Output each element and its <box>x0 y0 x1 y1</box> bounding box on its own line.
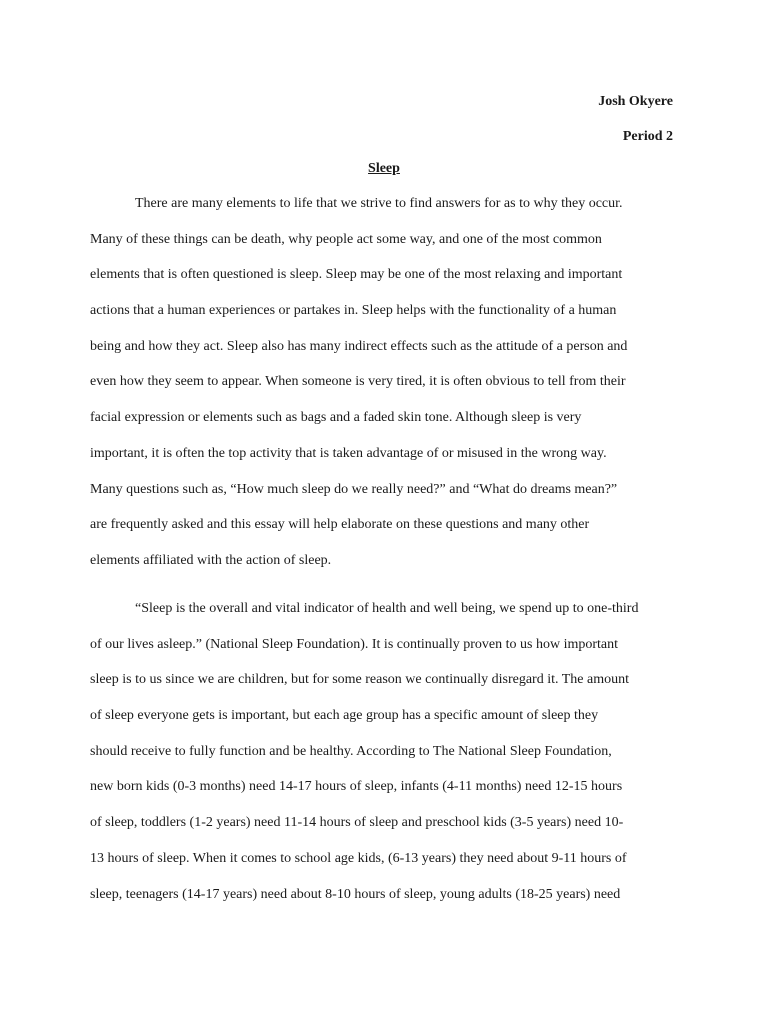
text-line: should receive to fully function and be healthy. According to The National Sleep Foundation, <box>90 743 612 759</box>
text-line: elements that is often questioned is sleep. Sleep may be one of the most relaxing and important <box>90 267 623 283</box>
text-line: new born kids (0-3 months) need 14-17 hours of sleep, infants (4-11 months) need 12-15 hours <box>90 779 623 795</box>
text-line: 13 hours of sleep. When it comes to school age kids, (6-13 years) they need about 9-11 hours of <box>90 850 627 866</box>
text-line: even how they seem to appear. When someone is very tired, it is often obvious to tell from their <box>90 374 626 390</box>
text-line: “Sleep is the overall and vital indicator of health and well being, we spend up to one-third <box>135 601 639 616</box>
text-line: of sleep, toddlers (1-2 years) need 11-14 hours of sleep and preschool kids (3-5 years) need 10- <box>90 815 624 831</box>
text-line: Many questions such as, “How much sleep do we really need?” and “What do dreams mean?” <box>90 481 618 497</box>
paragraph-sleep-amounts <box>90 591 690 912</box>
essay-title: Sleep <box>368 161 400 176</box>
text-line: facial expression or elements such as bags and a faded skin tone. Although sleep is very <box>90 410 582 426</box>
text-line: Many of these things can be death, why people act some way, and one of the most common <box>90 231 602 247</box>
paragraph-intro <box>90 186 690 579</box>
text-line: of sleep everyone gets is important, but each age group has a specific amount of sleep they <box>90 708 599 724</box>
author-name: Josh Okyere <box>598 94 673 109</box>
text-line: elements affiliated with the action of sleep. <box>90 552 332 568</box>
text-line: being and how they act. Sleep also has many indirect effects such as the attitude of a person and <box>90 338 628 354</box>
text-line: sleep is to us since we are children, but for some reason we continually disregard it. The amount <box>90 672 629 688</box>
text-line: are frequently asked and this essay will help elaborate on these questions and many other <box>90 517 590 533</box>
text-line: important, it is often the top activity that is taken advantage of or misused in the wrong way. <box>90 445 607 461</box>
text-line: actions that a human experiences or partakes in. Sleep helps with the functionality of a human <box>90 303 617 319</box>
text-line: sleep, teenagers (14-17 years) need about 8-10 hours of sleep, young adults (18-25 years) need <box>90 886 621 902</box>
class-period: Period 2 <box>622 129 673 144</box>
text-line: of our lives asleep.” (National Sleep Foundation). It is continually proven to us how important <box>90 636 619 652</box>
text-line: There are many elements to life that we strive to find answers for as to why they occur. <box>135 196 623 211</box>
